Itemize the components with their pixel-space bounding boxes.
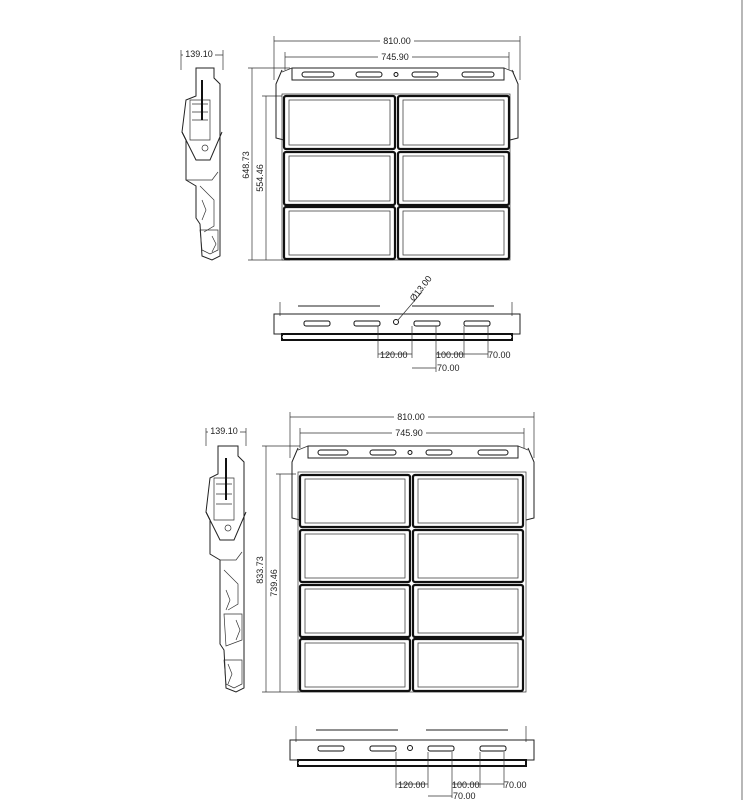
- side-view-top: [181, 49, 223, 260]
- vertical-dimensions-bottom: [255, 446, 300, 692]
- body-height-label-2: 739.46: [269, 569, 279, 597]
- overall-height-label-2: 833.73: [255, 556, 265, 584]
- hole-spacing-a-label-2: 120.00: [398, 780, 426, 790]
- hole-spacing-d-label-2: 70.00: [453, 791, 476, 800]
- drawing-eight-module: [206, 411, 534, 800]
- bracket-width-label: 745.90: [381, 52, 409, 62]
- front-view-top: [276, 68, 518, 260]
- bracket-width-label-2: 745.90: [395, 428, 423, 438]
- bottom-view-top: [274, 274, 520, 373]
- hole-spacing-a-label: 120.00: [380, 350, 408, 360]
- side-view-bottom: [206, 426, 246, 692]
- drawing-six-module: [181, 35, 520, 373]
- body-height-label: 554.46: [255, 164, 265, 192]
- overall-width-label-2: 810.00: [397, 412, 425, 422]
- side-depth-label: 139.10: [185, 49, 213, 59]
- hole-spacing-c-label-2: 70.00: [504, 780, 527, 790]
- side-depth-label-2: 139.10: [210, 426, 238, 436]
- overall-height-label: 648.73: [241, 151, 251, 179]
- hole-spacing-c-label: 70.00: [488, 350, 511, 360]
- hole-spacing-b-label-2: 100.00: [452, 780, 480, 790]
- bottom-view-bottom: [290, 726, 534, 800]
- hole-diameter-label: Ø13.00: [407, 273, 434, 304]
- front-view-bottom: [292, 446, 534, 692]
- vertical-dimensions-top: [241, 68, 290, 260]
- overall-width-label: 810.00: [383, 36, 411, 46]
- hole-spacing-b-label: 100.00: [436, 350, 464, 360]
- hole-spacing-d-label: 70.00: [437, 363, 460, 373]
